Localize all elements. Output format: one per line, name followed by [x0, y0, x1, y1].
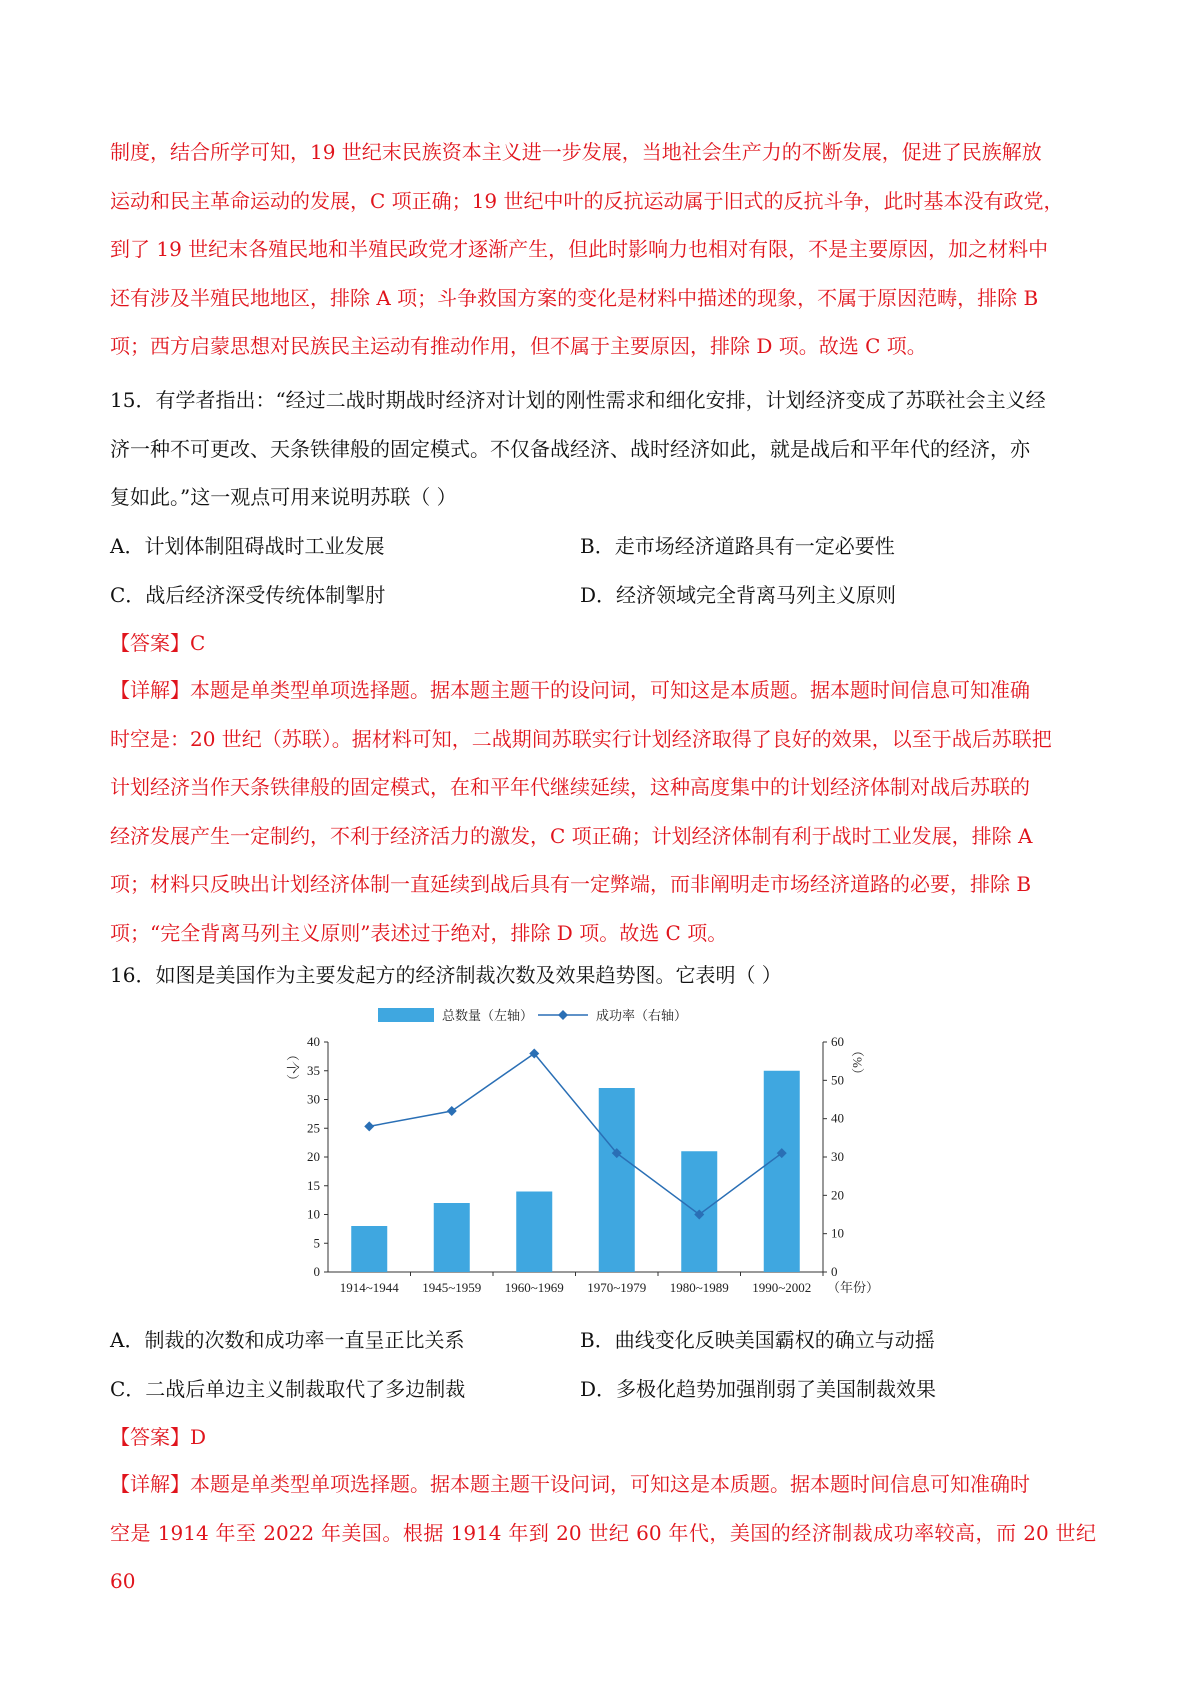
- q15-stem: [110, 376, 1096, 522]
- bar-total-count: [434, 1203, 470, 1272]
- legend-line-label: 成功率（右轴）: [596, 1009, 688, 1024]
- bar-total-count: [764, 1071, 800, 1272]
- answer-value: D: [190, 1425, 207, 1449]
- left-tick-label: 35: [307, 1062, 320, 1078]
- answer-label: 【答案】: [110, 1425, 190, 1449]
- text-line: 项；西方启蒙思想对民族民主运动有推动作用，但不属于主要原因，排除 D 项。故选 C 项。: [110, 334, 927, 358]
- text-line: 到了 19 世纪末各殖民地和半殖民政党才逐渐产生，但此时影响力也相对有限，不是主要原因，加之材料中: [110, 237, 1049, 261]
- q15-option-c[interactable]: C．战后经济深受传统体制掣肘: [110, 583, 386, 607]
- x-tick-label: 1960~1969: [504, 1280, 564, 1295]
- success-rate-point: [364, 1121, 374, 1131]
- text-line: 15．有学者指出：“经过二战时期战时经济对计划的刚性需求和细化安排，计划经济变成了苏联社会主义经: [110, 388, 1046, 412]
- q16-answer: [110, 1422, 206, 1452]
- right-tick-label: 0: [831, 1264, 838, 1279]
- success-rate-line: [369, 1054, 782, 1215]
- chart-legend: [378, 1008, 687, 1024]
- left-tick-label: 5: [313, 1235, 320, 1251]
- bar-total-count: [599, 1088, 635, 1272]
- legend-line-marker: [558, 1010, 568, 1020]
- legend-bar-swatch: [378, 1008, 434, 1022]
- success-rate-point: [447, 1106, 457, 1116]
- text-line: 项；材料只反映出计划经济体制一直延续到战后具有一定弊端，而非阐明走市场经济道路的必要，排除 B: [110, 872, 1032, 896]
- q15-option-b[interactable]: B．走市场经济道路具有一定必要性: [580, 534, 895, 558]
- right-tick-label: 30: [831, 1149, 844, 1164]
- left-tick-label: 25: [307, 1120, 320, 1136]
- q16-option-d[interactable]: D．多极化趋势加强削弱了美国制裁效果: [580, 1377, 937, 1401]
- text-line: 时空是：20 世纪（苏联）。据材料可知，二战期间苏联实行计划经济取得了良好的效果，以至于战后苏联把: [110, 726, 1052, 751]
- text-line: 制度，结合所学可知，19 世纪末民族资本主义进一步发展，当地社会生产力的不断发展，促进了民族解放: [110, 140, 1042, 164]
- text-line: 项；“完全背离马列主义原则”表述过于绝对，排除 D 项。故选 C 项。: [110, 920, 728, 945]
- q16-stem: 16．如图是美国作为主要发起方的经济制裁次数及效果趋势图。它表明（ ）: [110, 963, 782, 987]
- right-tick-label: 20: [831, 1187, 844, 1203]
- left-tick-label: 30: [307, 1091, 320, 1107]
- x-tick-label: 1990~2002: [752, 1280, 812, 1295]
- q16-option-c[interactable]: C．二战后单边主义制裁取代了多边制裁: [110, 1377, 466, 1401]
- q16-explanation: [110, 1460, 1096, 1606]
- text-line: 【详解】本题是单类型单项选择题。据本题主题干的设问词，可知这是本质题。据本题时间信息可知准确: [110, 678, 1030, 702]
- text-line: 空是 1914 年至 2022 年美国。根据 1914 年到 20 世纪 60 年代，美国的经济制裁成功率较高，而 20 世纪 60: [110, 1520, 1096, 1593]
- q15-option-d[interactable]: D．经济领域完全背离马列主义原则: [580, 583, 897, 607]
- left-axis-unit: （个）: [285, 1048, 300, 1088]
- answer-label: 【答案】: [110, 631, 190, 655]
- right-tick-label: 10: [831, 1225, 844, 1241]
- text-line: 还有涉及半殖民地地区，排除 A 项；斗争救国方案的变化是材料中描述的现象，不属于原因范畴，排除 B: [110, 285, 1039, 310]
- chart-bars: [351, 1071, 800, 1272]
- left-tick-label: 0: [313, 1264, 320, 1279]
- right-tick-label: 60: [831, 1034, 844, 1049]
- bar-total-count: [516, 1192, 552, 1273]
- q15-explanation: [110, 666, 1096, 957]
- right-tick-label: 40: [831, 1110, 844, 1126]
- chart-line: [364, 1049, 787, 1220]
- answer-value: C: [190, 631, 206, 655]
- left-tick-label: 15: [307, 1177, 320, 1193]
- prev-explanation: [110, 128, 1096, 371]
- x-tick-label: 1914~1944: [339, 1280, 399, 1295]
- x-tick-label: 1980~1989: [669, 1280, 729, 1295]
- text-line: 运动和民主革命运动的发展，C 项正确；19 世纪中叶的反抗运动属于旧式的反抗斗争，此时基本没有政党，: [110, 188, 1064, 213]
- q15-answer: [110, 628, 205, 658]
- x-axis-label: （年份）: [827, 1281, 880, 1296]
- text-line: 【详解】本题是单类型单项选择题。据本题主题干设问词，可知这是本质题。据本题时间信息可知准确时: [110, 1472, 1030, 1496]
- text-line: 计划经济当作天条铁律般的固定模式，在和平年代继续延续，这种高度集中的计划经济体制对战后苏联的: [110, 775, 1030, 799]
- text-line: 复如此。”这一观点可用来说明苏联（ ）: [110, 485, 457, 509]
- left-tick-label: 10: [307, 1206, 320, 1222]
- left-tick-label: 40: [307, 1034, 320, 1049]
- q16-option-a[interactable]: A．制裁的次数和成功率一直呈正比关系: [110, 1328, 465, 1352]
- q15-option-a[interactable]: A．计划体制阻碍战时工业发展: [110, 534, 385, 558]
- sanctions-chart: [278, 1000, 928, 1300]
- text-line: 济一种不可更改、天条铁律般的固定模式。不仅备战经济、战时经济如此，就是战后和平年代的经济，亦: [110, 436, 1030, 461]
- legend-bar-label: 总数量（左轴）: [442, 1009, 534, 1024]
- q16-option-b[interactable]: B．曲线变化反映美国霸权的确立与动摇: [580, 1328, 935, 1352]
- text-line: 经济发展产生一定制约，不利于经济活力的激发，C 项正确；计划经济体制有利于战时工业发展，排除 A: [110, 823, 1033, 848]
- right-tick-label: 50: [831, 1072, 844, 1088]
- x-tick-label: 1970~1979: [587, 1280, 647, 1295]
- x-tick-label: 1945~1959: [422, 1280, 482, 1295]
- left-tick-label: 20: [307, 1149, 320, 1164]
- bar-total-count: [351, 1226, 387, 1272]
- right-axis-unit: （%）: [850, 1044, 865, 1081]
